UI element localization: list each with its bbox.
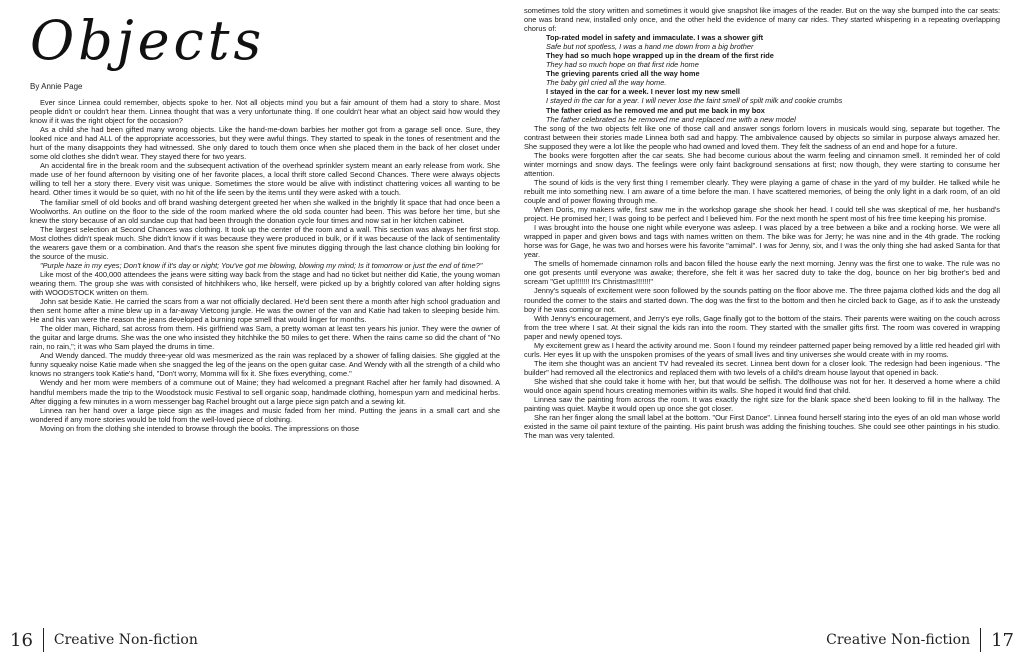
paragraph: I was brought into the house one night while everyone was asleep. I was placed by a tree between a bike and a rocking horse. We were all wrapped in paper and given bows and tags with names written on them. The bike was for Jerry; he was nine and in the 4th grade. The rocking horse was for Gage, he was two and horses were his favorite "amimal". I was for Jenny, six, and I was the only thing she had asked Santa for that year. [524, 223, 1000, 260]
chorus-line: I stayed in the car for a year. I will never lose the faint smell of spilt milk and cookie crumbs [546, 96, 843, 106]
chorus-line: The father celebrated as he removed me and replaced me with a new model [546, 114, 796, 124]
paragraph: Moving on from the clothing she intended to browse through the books. The impressions on those [40, 423, 360, 433]
paragraph: My excitement grew as I heard the activity around me. Soon I found my reindeer patterned paper being removed by a little red headed girl with curls. Her eyes lit up with the unspoken promises of the years of small lives and tiny universes she would create with in my rooms. [524, 340, 1000, 359]
chorus-line: The grieving parents cried all the way home [546, 69, 700, 79]
right-page [512, 0, 1024, 662]
paragraph: The item she thought was an ancient TV had revealed its secret. Linnea bent down for a closer look. The redesign had been ingenious. "The builder" had removed all the electronics and replaced them with two levels of a child's dream house layout that opened in back. [524, 358, 1000, 377]
paragraph: The familiar smell of old books and off brand washing detergent greeted her when she walked in the brightly lit space that had once been a Woolworths. An outline on the floor to the side of the room marked where the old soda counter had been. This was before her time, but she knew the story because of an old sundae cup that had been through the donation cycle four times and now sat in her kitchen cabinet. [30, 197, 500, 225]
section-label: Creative Non-fiction [826, 632, 971, 648]
right-page-paragraphs [524, 124, 1000, 441]
paragraph: The largest selection at Second Chances was clothing. It took up the center of the room and a wall. This section was always her first stop. Most clothes didn't speak much. She didn't know if it was because they were produced in bulk, or if it was because of the lack of sentimentality the wearers gave them or a combination. And that's the reason she spent five minutes digging through the last chance clothing bin looking for the source of the music. [30, 224, 500, 261]
paragraph: The older man, Richard, sat across from them. His girlfriend was Sam, a pretty woman at least ten years his junior. They were the owner of the guitar and large drums. She was the one who insisted they hitchhike the 50 miles to get there. When the rains came so did the chant of "No rain, no rain,"; it was who Sam played the drums in time. [30, 324, 500, 352]
paragraph: The song of the two objects felt like one of those call and answer songs forlorn lovers in musicals would sing, separate but together. The contrast between their stories made Linnea both sad and happy. The ambivalence caused by objects so similar in purpose always amazed her. She supposed they were a lot like the people who had owned and loved them. They felt the sadness of an end and hope for a future. [524, 123, 1000, 151]
chorus-line: The baby girl cried all the way home. [546, 78, 667, 88]
paragraph: And Wendy danced. The muddy three-year old was mesmerized as the rain was replaced by a shower of falling daisies. She giggled at the funny squeaky noise Katie made when she snagged the leg of the jeans on the open guitar case. And Wendy with all the strength of a child who knows no strangers took Katie's hand, "Don't worry, Momma will fix it. She fixes everything, come." [30, 351, 500, 379]
right-page-footer [826, 624, 1014, 656]
paragraph: sometimes told the story written and sometimes it would give snapshot like images of the reader. But on the way she bumped into the car seats: one was brand new, installed only once, and the other held the evidence of many car rides. They started whispering in a repeating overlapping chorus of: [524, 6, 1000, 34]
paragraph: Wendy and her mom were members of a commune out of Maine; they had welcomed a pregnant Rachel after her family had disowned. A handful members made the trip to the Woodstock music Festival to sell organic soap, handmade clothing, homespun yarn and medicinal herbs. After digging a few minutes in a worn messenger bag Rachel brought out a large piece sign patch and a sewing kit. [30, 378, 500, 406]
article-title: Objects [30, 9, 266, 72]
paragraph: Linnea saw the painting from across the room. It was exactly the right size for the blank space she'd been looking to fill in the hallway. The painting was quiet. Maybe it would open up once she got closer. [524, 395, 1000, 414]
byline: By Annie Page [30, 82, 83, 91]
paragraph: She ran her finger along the small label at the bottom. "Our First Dance". Linnea found herself staring into the eyes of an old man whose world existed in the same oil paint texture of the painting. His paint brush was adding the finishing touches. She could see other paintings in his studio. The man was very talented. [524, 413, 1000, 441]
chorus-line: They had so much hope on that first ride home [546, 60, 699, 70]
paragraph: With Jenny's encouragement, and Jerry's eye rolls, Gage finally got to the bottom of the stairs. Their parents were waiting on the couch across from the tree where I sat. At their signal the kids ran into the room. They started with the smaller gifts first. The room was covered in wrapping paper and newly opened toys. [524, 313, 1000, 341]
paragraph: John sat beside Katie. He carried the scars from a war not officially declared. He'd been sent there a month after high school graduation and then sent home after a mine blew up in a far-away Vietcong jungle. He was the owner of the van and Katie had taken to sleeping beside him. He and his van were the reason the jeans developed a burning rope smell that would linger for months. [30, 297, 500, 325]
page-number: 17 [991, 629, 1014, 651]
right-page-body [524, 6, 1000, 618]
paragraph: Jenny's squeals of excitement were soon followed by the sounds patting on the floor above me. The three pajama clothed kids and the dog all rounded the corner to the stairs and started down. The dog was the first to the bottom and then he circled back to Gage, as if to ask the unsteady boy if he was coming or not. [524, 286, 1000, 314]
footer-divider [980, 628, 981, 652]
left-page-body [30, 98, 500, 618]
quote-paragraph: "Purple haze in my eyes; Don't know if it's day or night; You've got me blowing, blowing my mind; Is it tomorrow or just the end of time?" [40, 260, 483, 270]
paragraph: An accidental fire in the break room and the subsequent activation of the overhead sprinkler system meant an early release from work. She made use of her found afternoon by visiting one of her favorite places, a local thrift store called Second Chances. There were always objects willing to tell her a story there. Every visit was unique. Sometimes the store would be alive with indistinct chattering voices all wanting to be heard. Other times it would be so quiet, with no hit of the life seen by the items until they were asked with a touch. [30, 161, 500, 198]
section-label: Creative Non-fiction [53, 632, 198, 648]
chorus-block [524, 33, 1000, 123]
chorus-line: I stayed in the car for a week. I never lost my new smell [546, 87, 740, 97]
paragraph: The sound of kids is the very first thing I remember clearly. They were playing a game of chase in the yard of my builder. He talked while he rebuilt me into something new. I am aware of a time before the man. I have scattered memories, of being the only light in a dark room, of an old couple and of power flowing through me. [524, 177, 1000, 205]
paragraph: The smells of homemade cinnamon rolls and bacon filled the house early the next morning. Jenny was the first one to wake. The rule was no one got presents until everyone was awake; therefore, she felt it was her sacred duty to take the dog, bounce on her big brother's bed and scream "Get up!!!!!!! It's Christmas!!!!!!!" [524, 259, 1000, 287]
footer-divider [43, 628, 44, 652]
paragraph: Ever since Linnea could remember, objects spoke to her. Not all objects mind you but a fair amount of them had a story to share. Most people didn't or couldn't hear them. Linnea thought that was a very unfortunate thing. If one couldn't hear what an object said how would they know if it was the right object for the occasion? [30, 98, 500, 126]
paragraph: Linnea ran her hand over a large piece sign as the images and music faded from her mind. Putting the jeans in a small cart and she wondered if any more stories would be told from the well-loved piece of clothing. [30, 405, 500, 424]
chorus-line: They had so much hope wrapped up in the dream of the first ride [546, 51, 774, 61]
page-number: 16 [10, 629, 33, 651]
chorus-line: Safe but not spotless, I was a hand me down from a big brother [546, 42, 754, 52]
paragraph: As a child she had been gifted many wrong objects. Like the hand-me-down barbies her mother got from a garage sell once. Sure, they looked nice and had ALL of the appropriate accessories, but they were awful things. They started to speak in the tones of resentment and the hurt of the many disappoints they had witnessed. She only dared to touch them once when she placed them in the back of her closet under some old clothes she didn't wear. They stayed there for two years. [30, 125, 500, 162]
paragraph: She wished that she could take it home with her, but that would be selfish. The dollhouse was not for her. It deserved a home where a child would once again spend hours creating memories within its walls. She hoped it would find that child. [524, 376, 1000, 395]
paragraph: When Doris, my makers wife, first saw me in the workshop garage she shook her head. I could tell she was skeptical of me, her husband's project. He promised her; I was going to be perfect and I believed him. For the next month he spent most of his free time keeping his promise. [524, 205, 1000, 224]
paragraph: The books were forgotten after the car seats. She had become curious about the warm feeling and cinnamon smell. It reminded her of cold winter mornings and snow days. The feelings were only faint background sensations at first; now though, they were starting to consume her attention. [524, 150, 1000, 178]
left-page-footer [10, 624, 198, 656]
chorus-line: Top-rated model in safety and immaculate. I was a shower gift [546, 33, 764, 43]
paragraph: Like most of the 400,000 attendees the jeans were sitting way back from the stage and had no ticket but neither did Katie, the young woman wearing them. The group she was with consisted of hitchhikers who, like herself, were picked up by a brightly colored van after holding signs with WOODSTOCK written on them. [30, 269, 500, 297]
chorus-line: The father cried as he removed me and put me back in my box [546, 105, 765, 115]
